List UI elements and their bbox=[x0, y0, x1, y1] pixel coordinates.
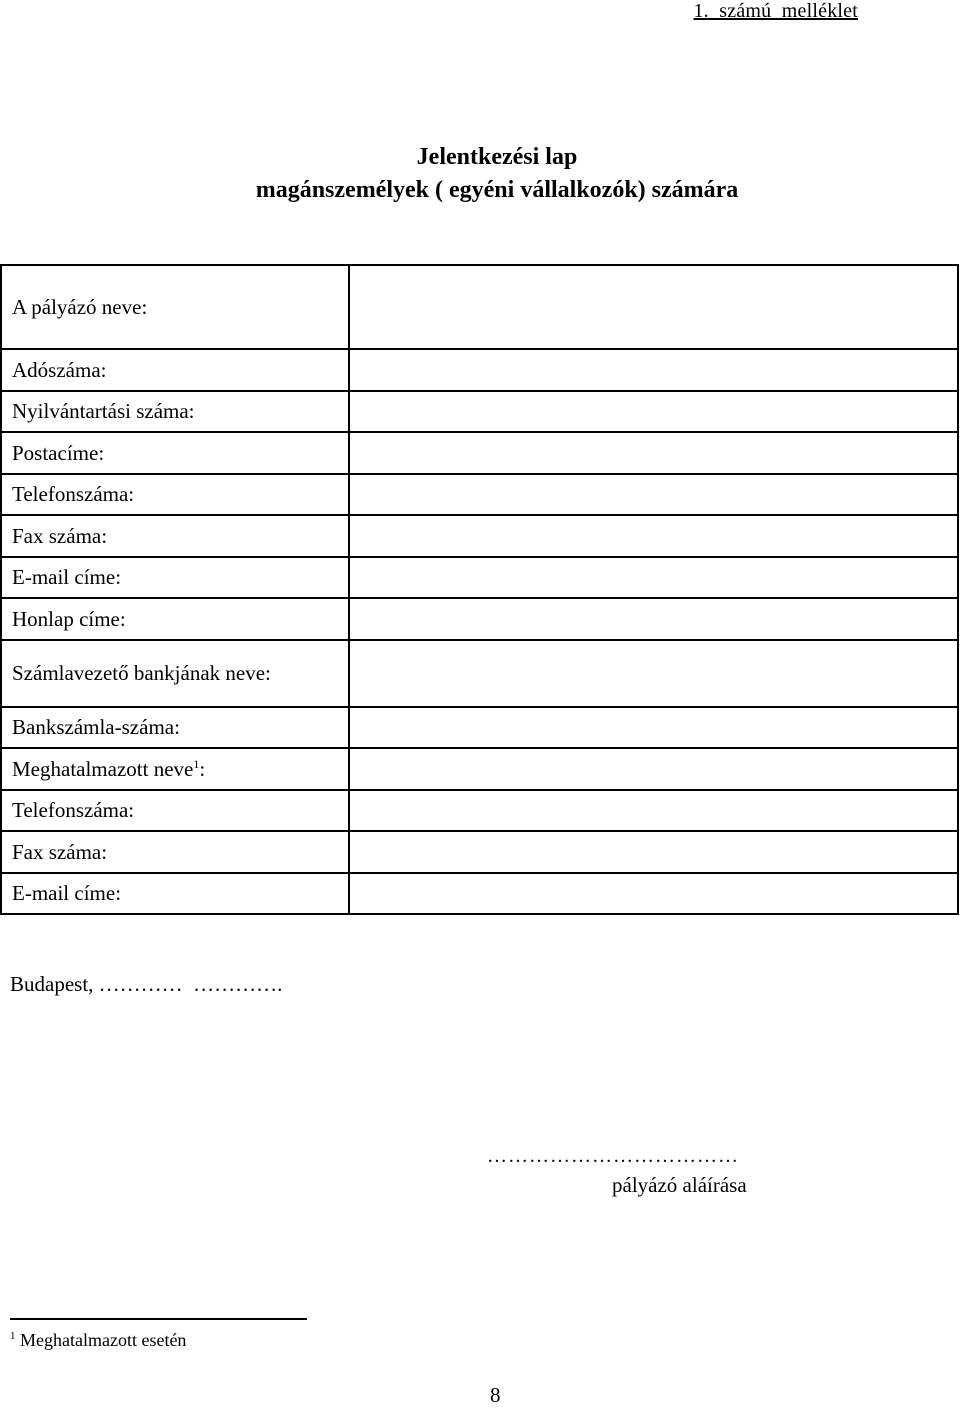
form-field-value[interactable] bbox=[349, 831, 958, 873]
form-field-value[interactable] bbox=[349, 515, 958, 557]
annex-label: 1. számú melléklet bbox=[693, 0, 858, 22]
title-line-1: Jelentkezési lap bbox=[416, 144, 578, 170]
form-row bbox=[1, 349, 958, 391]
signature-line: ……………………………… bbox=[487, 1145, 739, 1167]
footnote-reference: 1 bbox=[193, 756, 200, 771]
form-row bbox=[1, 707, 958, 748]
form-field-label bbox=[1, 790, 349, 831]
form-row bbox=[1, 598, 958, 640]
form-field-value[interactable] bbox=[349, 640, 958, 707]
form-row bbox=[1, 265, 958, 349]
form-field-value[interactable] bbox=[349, 873, 958, 914]
form-row bbox=[1, 640, 958, 707]
form-field-value[interactable] bbox=[349, 474, 958, 515]
form-field-label-text: E-mail címe: bbox=[12, 881, 122, 905]
form-row bbox=[1, 831, 958, 873]
form-field-label bbox=[1, 265, 349, 349]
form-field-label bbox=[1, 515, 349, 557]
form-field-label-text: Postacíme: bbox=[12, 440, 105, 465]
form-field-label bbox=[1, 831, 349, 873]
form-field-label-text: Fax száma: bbox=[12, 839, 108, 864]
form-row bbox=[1, 391, 958, 432]
form-field-label bbox=[1, 391, 349, 432]
form-field-label-text: Meghatalmazott neve bbox=[12, 756, 194, 781]
footnote bbox=[10, 1330, 186, 1351]
form-field-value[interactable] bbox=[349, 598, 958, 640]
form-field-value[interactable] bbox=[349, 391, 958, 432]
form-field-value[interactable] bbox=[349, 432, 958, 474]
form-row bbox=[1, 432, 958, 474]
page-title bbox=[0, 141, 960, 207]
form-field-label bbox=[1, 432, 349, 474]
title-line-2: magánszemélyek ( egyéni vállalkozók) számára bbox=[255, 177, 739, 203]
form-field-label bbox=[1, 640, 349, 707]
form-field-value[interactable] bbox=[349, 707, 958, 748]
form-row bbox=[1, 790, 958, 831]
page-number: 8 bbox=[490, 1383, 501, 1407]
form-field-label-text: Telefonszáma: bbox=[12, 482, 135, 506]
form-field-label-text: Honlap címe: bbox=[12, 606, 126, 631]
form-field-label bbox=[1, 707, 349, 748]
form-field-label-tail: : bbox=[199, 756, 206, 781]
form-field-label-text: Adószáma: bbox=[12, 357, 107, 382]
form-field-label bbox=[1, 557, 349, 598]
footnote-mark: 1 bbox=[10, 1330, 16, 1342]
form-field-label bbox=[1, 474, 349, 515]
form-field-label bbox=[1, 349, 349, 391]
form-field-label-text: Számlavezető bankjának neve: bbox=[12, 661, 271, 685]
form-field-label bbox=[1, 873, 349, 914]
footnote-text: Meghatalmazott esetén bbox=[15, 1330, 187, 1350]
form-row bbox=[1, 474, 958, 515]
form-field-value[interactable] bbox=[349, 265, 958, 349]
form-field-label-text: Fax száma: bbox=[12, 523, 108, 548]
form-field-label bbox=[1, 748, 349, 790]
form-row bbox=[1, 748, 958, 790]
form-row bbox=[1, 557, 958, 598]
place-date-line: Budapest, ………… …………. bbox=[10, 972, 283, 996]
footnote-separator bbox=[10, 1318, 307, 1320]
form-row bbox=[1, 515, 958, 557]
application-form-table bbox=[0, 264, 959, 915]
form-field-label bbox=[1, 598, 349, 640]
form-field-label-text: Telefonszáma: bbox=[12, 798, 135, 822]
form-row bbox=[1, 873, 958, 914]
form-field-label-text: E-mail címe: bbox=[12, 565, 122, 589]
signature-label: pályázó aláírása bbox=[612, 1173, 747, 1197]
form-field-label-text: Nyilvántartási száma: bbox=[12, 399, 195, 423]
form-field-label-text: Bankszámla-száma: bbox=[12, 715, 180, 739]
form-field-value[interactable] bbox=[349, 349, 958, 391]
form-field-label-text: A pályázó neve: bbox=[12, 294, 148, 319]
form-field-value[interactable] bbox=[349, 748, 958, 790]
form-field-value[interactable] bbox=[349, 557, 958, 598]
form-field-value[interactable] bbox=[349, 790, 958, 831]
